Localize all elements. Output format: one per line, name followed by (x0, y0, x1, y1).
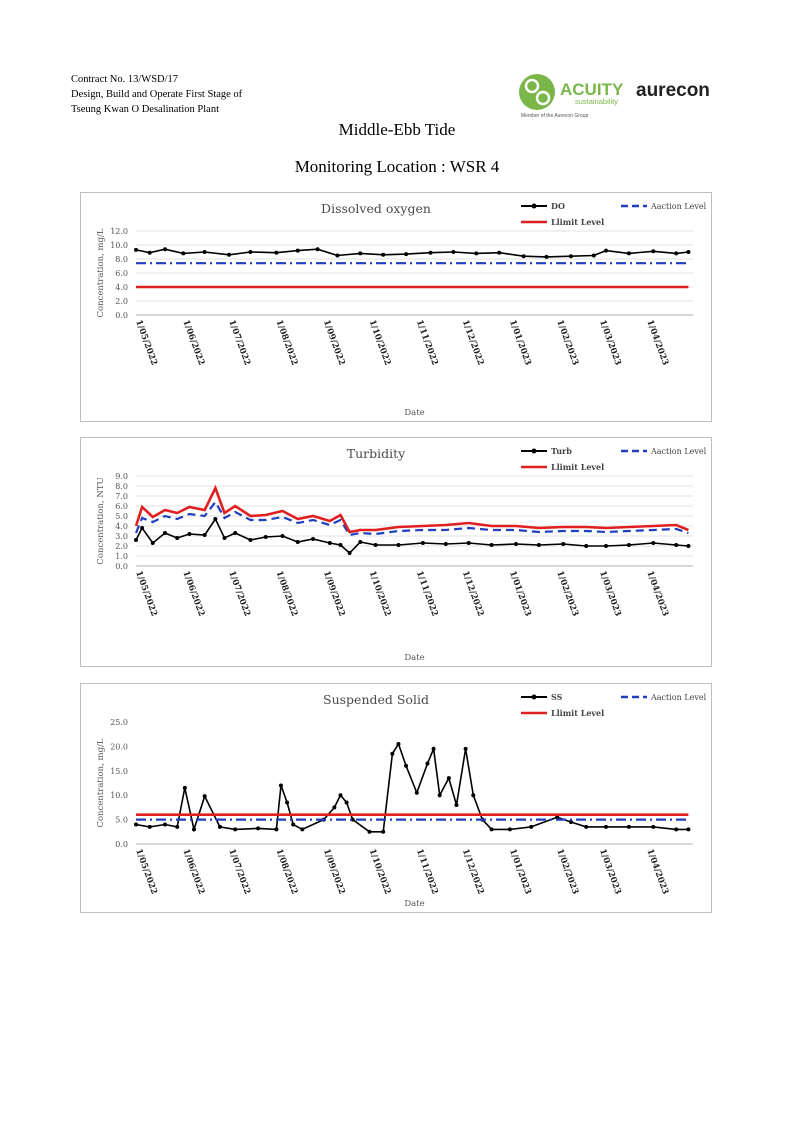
data-point (467, 541, 471, 545)
data-point (192, 827, 196, 831)
data-point (454, 803, 458, 807)
chart-title: Suspended Solid (323, 692, 429, 707)
data-point (404, 764, 408, 768)
contract-line: Contract No. 13/WSD/17 (71, 74, 179, 85)
data-point (674, 251, 678, 255)
legend-label: Aaction Level (651, 447, 707, 456)
data-point (396, 543, 400, 547)
data-point (686, 544, 690, 548)
y-tick-label: 15.0 (110, 766, 128, 776)
x-tick-label: 1/03/2023 (597, 847, 623, 896)
data-point (213, 517, 217, 521)
data-point (474, 251, 478, 255)
data-point (569, 254, 573, 258)
x-tick-label: 1/06/2022 (180, 569, 207, 618)
data-point (203, 533, 207, 537)
data-point (332, 805, 336, 809)
acuity-logo (515, 70, 725, 120)
page-subtitle: Monitoring Location : WSR 4 (294, 157, 500, 176)
legend-label: SS (551, 692, 563, 702)
legend-label: Llimit Level (551, 217, 605, 227)
chart-title: Dissolved oxygen (321, 201, 431, 216)
data-point (148, 825, 152, 829)
contract-line: Design, Build and Operate First Stage of (71, 89, 243, 100)
data-point (140, 526, 144, 530)
legend-marker (532, 204, 537, 209)
data-point (134, 248, 138, 252)
y-tick-label: 6.0 (115, 502, 128, 511)
data-point (425, 761, 429, 765)
data-point (404, 252, 408, 256)
data-point (328, 541, 332, 545)
x-tick-label: 1/09/2022 (320, 569, 347, 618)
data-point (296, 249, 300, 253)
data-point (592, 254, 596, 258)
data-point (233, 531, 237, 535)
data-point (508, 827, 512, 831)
y-tick-label: 6.0 (115, 269, 128, 278)
data-point (627, 543, 631, 547)
data-point (444, 542, 448, 546)
legend-label: DO (551, 201, 565, 211)
data-point (545, 255, 549, 259)
data-point (203, 250, 207, 254)
data-point (134, 538, 138, 542)
data-point (274, 251, 278, 255)
x-tick-label: 1/02/2023 (554, 318, 581, 367)
data-point (223, 536, 227, 540)
data-point (187, 532, 191, 536)
data-point (348, 551, 352, 555)
y-axis-title: Concentration, NTU (96, 477, 106, 565)
x-tick-label: 1/08/2022 (273, 318, 300, 367)
data-point (381, 253, 385, 257)
data-point (674, 543, 678, 547)
x-tick-label: 1/04/2023 (644, 318, 671, 367)
x-tick-label: 1/02/2023 (554, 847, 581, 896)
y-tick-label: 2.0 (115, 297, 128, 306)
data-point (604, 825, 608, 829)
x-tick-label: 1/11/2022 (413, 847, 440, 896)
data-point (163, 531, 167, 535)
data-point (651, 249, 655, 253)
x-tick-label: 1/11/2022 (413, 569, 440, 618)
contract-header (71, 72, 242, 117)
chart-svg (81, 193, 711, 421)
x-tick-label: 1/09/2022 (320, 847, 347, 896)
x-tick-label: 1/12/2022 (459, 847, 486, 896)
x-tick-label: 1/10/2022 (366, 569, 393, 618)
y-tick-label: 0.0 (115, 840, 128, 849)
y-tick-label: 2.0 (115, 542, 128, 551)
x-tick-label: 1/08/2022 (273, 569, 300, 618)
data-point (490, 543, 494, 547)
acuity-logo-mark (519, 74, 555, 110)
data-point (316, 247, 320, 251)
turbidity-chart (80, 437, 712, 667)
y-tick-label: 9.0 (115, 472, 128, 481)
data-point (279, 783, 283, 787)
page-title: Middle-Ebb Tide (338, 120, 456, 139)
data-point (248, 538, 252, 542)
x-tick-label: 1/12/2022 (459, 569, 486, 618)
data-point (686, 250, 690, 254)
x-tick-label: 1/04/2023 (644, 569, 671, 618)
y-tick-label: 1.0 (115, 552, 128, 561)
data-point (627, 825, 631, 829)
x-tick-label: 1/09/2022 (320, 318, 347, 367)
data-point (686, 827, 690, 831)
x-tick-label: 1/10/2022 (366, 847, 393, 896)
data-point (248, 250, 252, 254)
data-point (345, 801, 349, 805)
x-tick-label: 1/11/2022 (413, 318, 440, 367)
chart-svg (81, 438, 711, 666)
data-point (181, 251, 185, 255)
y-tick-label: 4.0 (115, 522, 128, 531)
data-point (429, 251, 433, 255)
x-tick-label: 1/10/2022 (366, 318, 393, 367)
x-tick-label: 1/05/2022 (133, 569, 159, 618)
data-point (604, 544, 608, 548)
data-point (218, 825, 222, 829)
data-point (358, 251, 362, 255)
series-line-aaction-level (136, 502, 688, 535)
data-point (335, 254, 339, 258)
data-point (274, 827, 278, 831)
data-point (421, 541, 425, 545)
x-tick-label: 1/05/2022 (133, 847, 159, 896)
data-point (490, 827, 494, 831)
y-tick-label: 10.0 (110, 241, 128, 250)
data-point (497, 251, 501, 255)
y-tick-label: 25.0 (110, 718, 128, 727)
x-tick-label: 1/07/2022 (226, 847, 252, 896)
y-tick-label: 5.0 (115, 512, 128, 521)
data-point (651, 541, 655, 545)
x-tick-label: 1/01/2023 (507, 847, 533, 896)
y-tick-label: 5.0 (115, 815, 128, 825)
data-point (300, 827, 304, 831)
chart-svg (81, 684, 711, 912)
data-point (311, 537, 315, 541)
data-point (381, 830, 385, 834)
data-point (584, 825, 588, 829)
x-tick-label: 1/07/2022 (226, 569, 252, 618)
x-tick-label: 1/01/2023 (507, 569, 533, 618)
data-point (537, 543, 541, 547)
x-tick-label: 1/03/2023 (597, 569, 623, 618)
data-point (561, 542, 565, 546)
data-point (264, 535, 268, 539)
data-point (163, 247, 167, 251)
data-point (438, 793, 442, 797)
data-point (627, 251, 631, 255)
x-axis-title: Date (404, 653, 425, 663)
data-point (358, 540, 362, 544)
data-point (338, 543, 342, 547)
acuity-logo-text: ACUITY (560, 80, 624, 99)
dissolved-oxygen-chart (80, 192, 712, 422)
data-point (522, 254, 526, 258)
data-point (134, 822, 138, 826)
y-tick-label: 4.0 (115, 283, 128, 292)
data-point (529, 825, 533, 829)
y-tick-label: 20.0 (110, 742, 128, 752)
data-point (151, 541, 155, 545)
data-point (183, 786, 187, 790)
acuity-member-text: Member of the Aurecon Group (521, 113, 589, 119)
x-tick-label: 1/12/2022 (459, 318, 486, 367)
x-tick-label: 1/07/2022 (226, 318, 252, 367)
data-point (396, 742, 400, 746)
data-point (464, 747, 468, 751)
y-tick-label: 7.0 (115, 492, 128, 501)
y-tick-label: 8.0 (115, 482, 128, 491)
data-point (296, 540, 300, 544)
data-point (148, 251, 152, 255)
data-point (256, 826, 260, 830)
x-axis-title: Date (404, 408, 425, 418)
y-tick-label: 8.0 (115, 255, 128, 264)
legend-label: Llimit Level (551, 462, 605, 472)
data-point (367, 830, 371, 834)
aurecon-logo: aurecon (636, 80, 710, 101)
data-point (285, 801, 289, 805)
legend-marker (532, 695, 537, 700)
y-tick-label: 0.0 (115, 311, 128, 320)
legend-label: Llimit Level (551, 708, 605, 718)
data-point (432, 747, 436, 751)
legend-label: Turb (551, 446, 572, 456)
x-tick-label: 1/02/2023 (554, 569, 581, 618)
data-point (604, 249, 608, 253)
x-tick-label: 1/06/2022 (180, 318, 207, 367)
data-point (514, 542, 518, 546)
data-point (374, 543, 378, 547)
x-axis-title: Date (404, 899, 425, 909)
data-point (390, 752, 394, 756)
data-point (447, 776, 451, 780)
data-point (280, 534, 284, 538)
data-point (415, 791, 419, 795)
y-tick-label: 10.0 (110, 791, 128, 801)
x-tick-label: 1/08/2022 (273, 847, 300, 896)
data-point (471, 793, 475, 797)
logo-area (515, 70, 725, 120)
data-point (233, 827, 237, 831)
data-point (203, 794, 207, 798)
data-point (227, 253, 231, 257)
data-point (674, 827, 678, 831)
data-point (584, 544, 588, 548)
data-point (451, 250, 455, 254)
data-point (338, 793, 342, 797)
data-point (163, 822, 167, 826)
y-tick-label: 3.0 (115, 532, 128, 541)
y-axis-title: Concentration, mg/L (96, 738, 106, 828)
x-tick-label: 1/06/2022 (180, 847, 207, 896)
y-tick-label: 12.0 (110, 227, 128, 236)
data-point (291, 822, 295, 826)
data-point (651, 825, 655, 829)
chart-title: Turbidity (346, 446, 406, 461)
x-tick-label: 1/03/2023 (597, 318, 623, 367)
y-tick-label: 0.0 (115, 562, 128, 571)
x-tick-label: 1/01/2023 (507, 318, 533, 367)
x-tick-label: 1/04/2023 (644, 847, 671, 896)
x-tick-label: 1/05/2022 (133, 318, 159, 367)
data-point (175, 825, 179, 829)
legend-label: Aaction Level (651, 693, 707, 702)
legend-label: Aaction Level (651, 202, 707, 211)
suspended-solid-chart (80, 683, 712, 913)
legend-marker (532, 449, 537, 454)
data-point (175, 536, 179, 540)
y-axis-title: Concentration, mg/L (96, 228, 106, 318)
acuity-logo-sub: sustainability (575, 97, 618, 106)
contract-line: Tseung Kwan O Desalination Plant (71, 104, 219, 115)
